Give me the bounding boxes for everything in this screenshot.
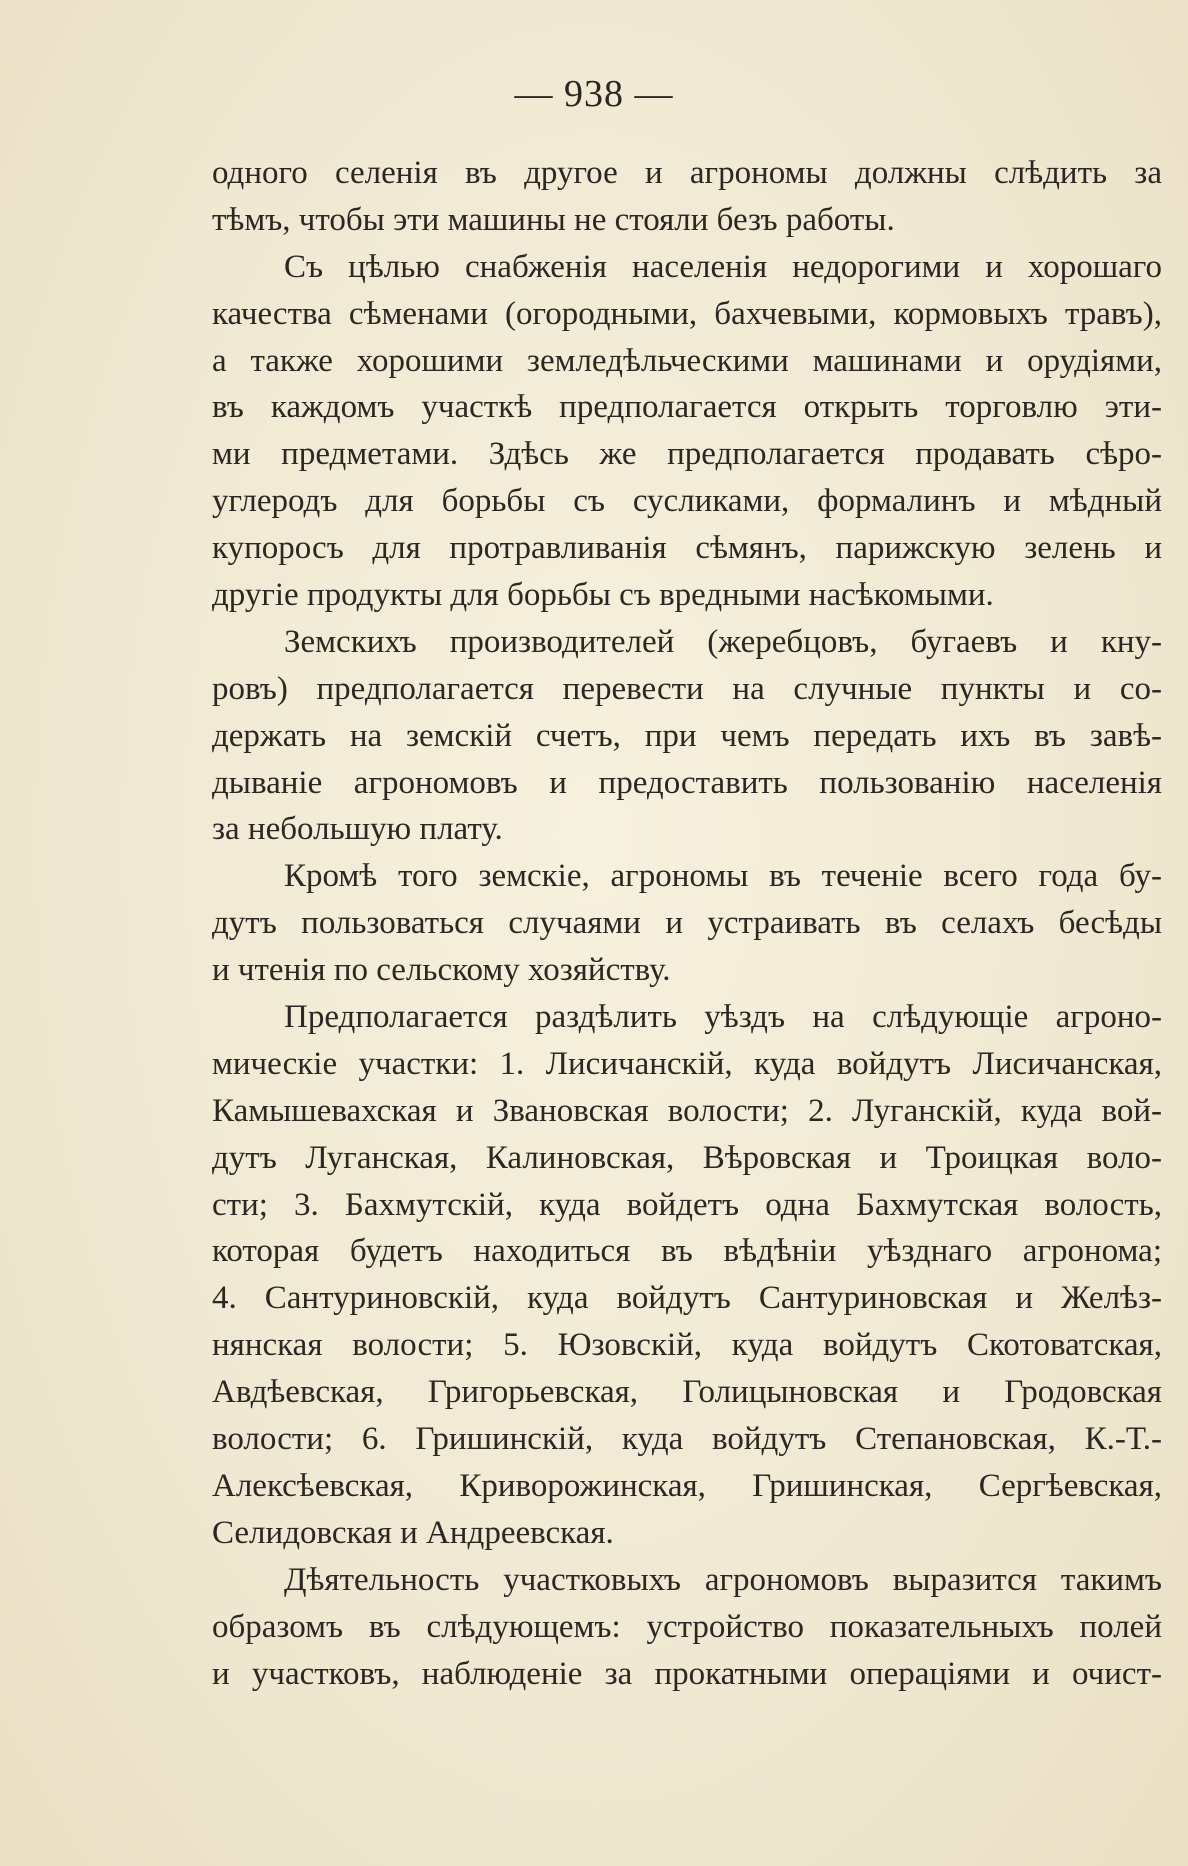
text-line: качества сѣменами (огородными, бахчевыми, кормовыхъ травъ), bbox=[212, 295, 1162, 332]
text-line: въ каждомъ участкѣ предполагается открыть торговлю эти- bbox=[212, 389, 1162, 426]
text-line: Алексѣевская, Криворожинская, Гришинская, Сергѣевская, bbox=[212, 1467, 1162, 1504]
text-line: купоросъ для протравливанія сѣмянъ, парижскую зелень и bbox=[212, 530, 1162, 567]
text-line: Предполагается раздѣлить уѣздъ на слѣдующіе агроно- bbox=[284, 999, 1162, 1036]
text-line: Земскихъ производителей (жеребцовъ, бугаевъ и кну- bbox=[284, 623, 1162, 660]
text-line: Авдѣевская, Григорьевская, Голицыновская и Гродовская bbox=[212, 1374, 1162, 1411]
text-line: волости; 6. Гришинскій, куда войдутъ Степановская, К.-Т.- bbox=[212, 1421, 1162, 1458]
text-line: образомъ въ слѣдующемъ: устройство показательныхъ полей bbox=[212, 1608, 1162, 1645]
text-line: и чтенія по сельскому хозяйству. bbox=[212, 952, 671, 989]
text-line: нянская волости; 5. Юзовскій, куда войдутъ Скотоватская, bbox=[212, 1327, 1162, 1364]
text-line: держать на земскій счетъ, при чемъ передать ихъ въ завѣ- bbox=[212, 717, 1162, 754]
text-line: Кромѣ того земскіе, агрономы въ теченіе всего года бу- bbox=[284, 858, 1162, 895]
text-line: тѣмъ, чтобы эти машины не стояли безъ работы. bbox=[212, 201, 895, 238]
text-line: углеродъ для борьбы съ сусликами, формалинъ и мѣдный bbox=[212, 483, 1162, 520]
text-line: и участковъ, наблюденіе за прокатными операціями и очист- bbox=[212, 1655, 1162, 1692]
text-line: мическіе участки: 1. Лисичанскій, куда войдутъ Лисичанская, bbox=[212, 1045, 1162, 1082]
text-line: дутъ Луганская, Калиновская, Вѣровская и Троицкая воло- bbox=[212, 1139, 1162, 1176]
page-number: — 938 — bbox=[514, 73, 674, 115]
text-line: а также хорошими земледѣльческими машинами и орудіями, bbox=[212, 342, 1162, 379]
text-line: Камышевахская и Звановская волости; 2. Луганскій, куда вой- bbox=[212, 1092, 1162, 1129]
text-line: ровъ) предполагается перевести на случные пункты и со- bbox=[212, 670, 1162, 707]
text-line: за небольшую плату. bbox=[212, 811, 503, 848]
text-line: 4. Сантуриновскій, куда войдутъ Сантуриновская и Желѣз- bbox=[212, 1280, 1162, 1317]
text-line: Селидовская и Андреевская. bbox=[212, 1514, 614, 1551]
text-line: которая будетъ находиться въ вѣдѣніи уѣзднаго агронома; bbox=[212, 1233, 1162, 1270]
text-line: одного селенія въ другое и агрономы должны слѣдить за bbox=[212, 155, 1162, 191]
text-line: дываніе агрономовъ и предоставить пользованію населенія bbox=[212, 764, 1162, 801]
text-line: ми предметами. Здѣсь же предполагается продавать сѣро- bbox=[212, 436, 1162, 473]
text-line: другіе продукты для борьбы съ вредными насѣкомыми. bbox=[212, 577, 994, 614]
body-text bbox=[212, 150, 1162, 1697]
text-line: Дѣятельность участковыхъ агрономовъ выразится такимъ bbox=[284, 1561, 1162, 1598]
text-line: сти; 3. Бахмутскій, куда войдетъ одна Бахмутская волость, bbox=[212, 1186, 1162, 1223]
text-line: дутъ пользоваться случаями и устраивать въ селахъ бесѣды bbox=[212, 905, 1162, 942]
text-line: Съ цѣлью снабженія населенія недорогими и хорошаго bbox=[284, 248, 1162, 285]
